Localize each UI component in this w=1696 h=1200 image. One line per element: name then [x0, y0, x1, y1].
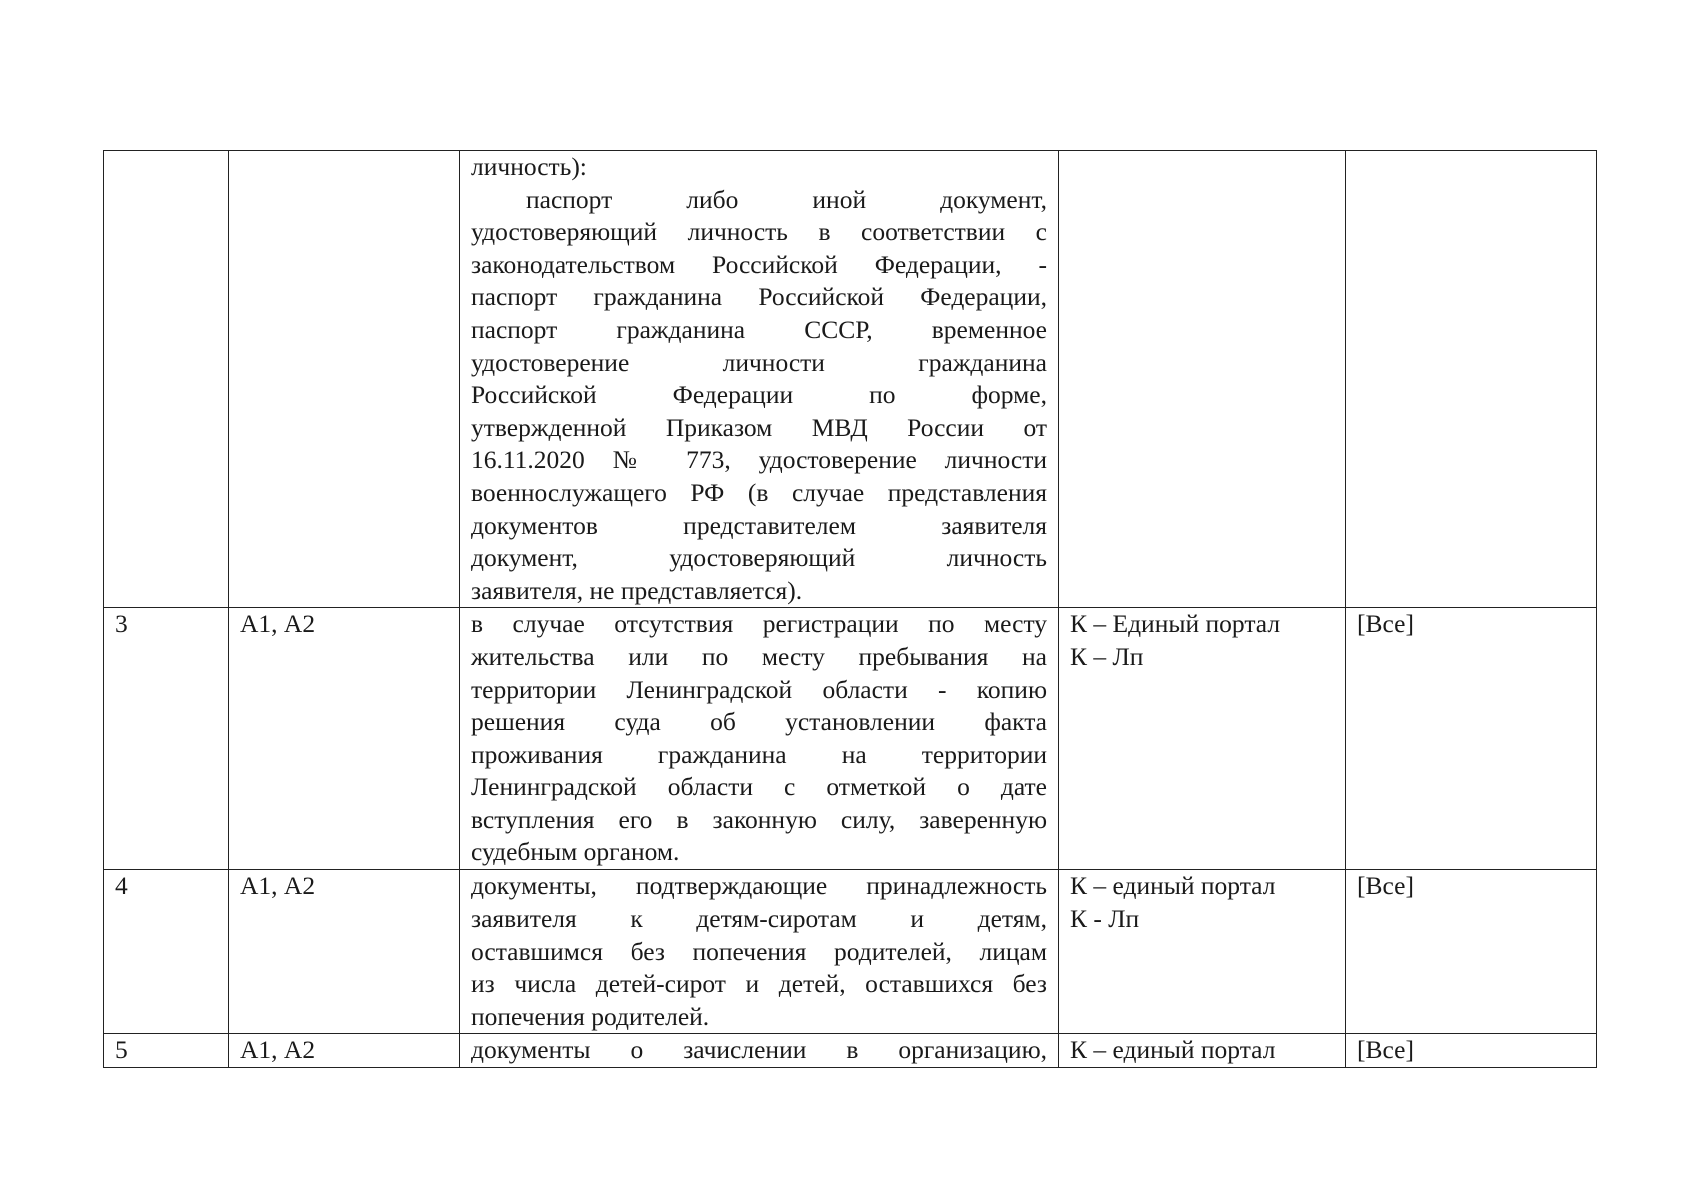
channels-list — [1070, 870, 1334, 935]
text-line: судебным органом. — [471, 837, 680, 867]
text-line: оставшимся без попечения родителей, лицам — [471, 936, 1047, 966]
row-number: 5 — [115, 1035, 128, 1065]
channels-cell — [1059, 870, 1346, 1034]
row-number: 4 — [115, 871, 128, 901]
channel-line: К – единый портал — [1070, 1035, 1276, 1065]
scope-cell — [1346, 608, 1597, 870]
text-line: территории Ленинградской области - копию — [471, 674, 1047, 704]
text-line: документ, удостоверяющий личность — [471, 543, 1047, 573]
row-number-cell — [104, 608, 229, 870]
channels-list — [1070, 1034, 1334, 1067]
scope-cell — [1346, 1034, 1597, 1068]
document-description — [471, 870, 1047, 1033]
text-line: из числа детей-сирот и детей, оставшихся без — [471, 969, 1047, 999]
text-line: паспорт гражданина СССР, временное — [471, 314, 1047, 344]
document-description-cell — [460, 608, 1059, 870]
channels-cell — [1059, 608, 1346, 870]
row-number-cell — [104, 1034, 229, 1068]
channels-list — [1070, 608, 1334, 673]
text-line: документы, подтверждающие принадлежность — [471, 871, 1047, 901]
applicants-text: А1, А2 — [240, 609, 316, 639]
text-line: законодательством Российской Федерации, - — [471, 249, 1047, 279]
document-description — [471, 1034, 1047, 1067]
text-line: Российской Федерации по форме, — [471, 380, 1047, 410]
applicants-cell — [229, 870, 460, 1034]
text-line: утвержденной Приказом МВД России от — [471, 412, 1047, 442]
applicants-text: А1, А2 — [240, 1035, 316, 1065]
document-description-cell — [460, 151, 1059, 608]
table-row — [104, 1034, 1597, 1068]
row-number-cell — [104, 151, 229, 608]
text-line: Ленинградской области с отметкой о дате — [471, 772, 1047, 802]
text-line: паспорт либо иной документ, — [526, 184, 1047, 214]
channel-line: К - Лп — [1070, 903, 1140, 933]
row-number: 3 — [115, 609, 128, 639]
text-line: паспорт гражданина Российской Федерации, — [471, 282, 1047, 312]
text-line: удостоверение личности гражданина — [471, 347, 1047, 377]
table-row — [104, 151, 1597, 608]
text-line: военнослужащего РФ (в случае представления — [471, 477, 1047, 507]
text-line: проживания гражданина на территории — [471, 739, 1047, 769]
scope-text: [Все] — [1357, 609, 1414, 639]
text-line: документы о зачислении в организацию, — [471, 1035, 1047, 1065]
channel-line: К – Единый портал — [1070, 609, 1281, 639]
text-line: документов представителем заявителя — [471, 510, 1047, 540]
documents-table — [103, 150, 1597, 1068]
channels-cell — [1059, 151, 1346, 608]
text-line: решения суда об установлении факта — [471, 707, 1047, 737]
text-line: удостоверяющий личность в соответствии с — [471, 217, 1047, 247]
document-description-cell — [460, 870, 1059, 1034]
scope-cell — [1346, 151, 1597, 608]
channels-cell — [1059, 1034, 1346, 1068]
text-line: вступления его в законную силу, заверенную — [471, 804, 1047, 834]
scope-text: [Все] — [1357, 871, 1414, 901]
text-line: попечения родителей. — [471, 1001, 710, 1031]
applicants-cell — [229, 608, 460, 870]
applicants-text: А1, А2 — [240, 871, 316, 901]
text-line: в случае отсутствия регистрации по месту — [471, 609, 1047, 639]
applicants-cell — [229, 151, 460, 608]
channel-line: К – Лп — [1070, 641, 1144, 671]
row-number-cell — [104, 870, 229, 1034]
text-line: жительства или по месту пребывания на — [471, 641, 1047, 671]
text-line: 16.11.2020 № 773, удостоверение личности — [471, 445, 1047, 475]
scope-cell — [1346, 870, 1597, 1034]
scope-text: [Все] — [1357, 1035, 1414, 1065]
applicants-cell — [229, 1034, 460, 1068]
document-description — [471, 608, 1047, 869]
text-line: личность): — [471, 152, 587, 181]
table-row — [104, 608, 1597, 870]
document-description — [471, 151, 1047, 607]
text-line: заявителя к детям-сиротам и детям, — [471, 903, 1047, 933]
table-row — [104, 870, 1597, 1034]
document-description-cell — [460, 1034, 1059, 1068]
channel-line: К – единый портал — [1070, 871, 1276, 901]
text-line: заявителя, не представляется). — [471, 575, 803, 605]
